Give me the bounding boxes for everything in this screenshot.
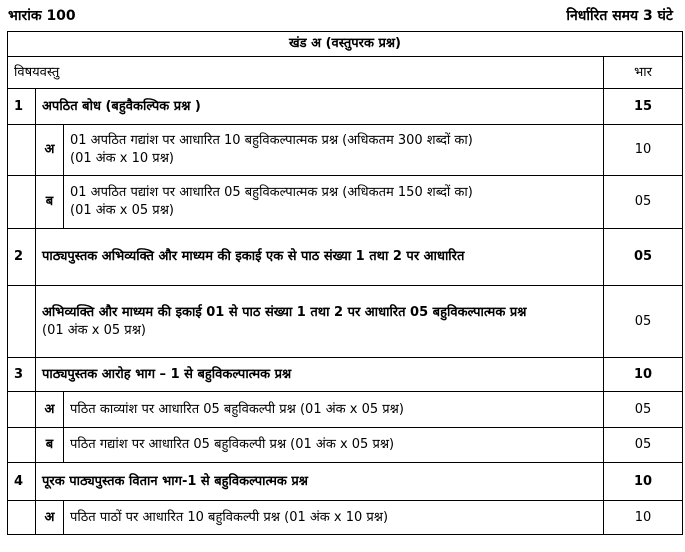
row-cell xyxy=(36,286,604,358)
table-row xyxy=(8,229,683,286)
row-number-empty xyxy=(8,392,36,428)
row-weight: 10 xyxy=(604,463,683,501)
weight-column-header: भार xyxy=(604,57,683,89)
row-number: 4 xyxy=(8,463,36,501)
row-weight: 05 xyxy=(604,286,683,358)
syllabus-table xyxy=(7,31,683,535)
table-row xyxy=(8,358,683,392)
row-number-empty xyxy=(8,501,36,535)
row-text: पठित गद्यांश पर आधारित 05 बहुविकल्पी प्रश्न (01 अंक x 05 प्रश्न) xyxy=(64,428,604,463)
column-header-row xyxy=(8,57,683,89)
table-row xyxy=(8,286,683,358)
row-weight: 10 xyxy=(604,358,683,392)
table-row xyxy=(8,428,683,463)
row-letter: अ xyxy=(36,125,64,176)
row-number: 3 xyxy=(8,358,36,392)
row-number: 1 xyxy=(8,89,36,125)
row-number-empty xyxy=(8,125,36,176)
row-letter: अ xyxy=(36,392,64,428)
table-row xyxy=(8,125,683,176)
row-weight: 10 xyxy=(604,501,683,535)
section-header-row xyxy=(8,32,683,57)
section-title: खंड अ (वस्तुपरक प्रश्न) xyxy=(8,32,683,57)
content-column-header: विषयवस्तु xyxy=(8,57,604,89)
table-row xyxy=(8,501,683,535)
total-marks: भारांक 100 xyxy=(8,8,76,24)
row-number-empty xyxy=(8,176,36,229)
row-subtext: (01 अंक x 05 प्रश्न) xyxy=(70,203,174,218)
row-cell xyxy=(64,125,604,176)
row-weight: 05 xyxy=(604,176,683,229)
row-number-empty xyxy=(8,286,36,358)
table-row xyxy=(8,89,683,125)
row-text: पठित पाठों पर आधारित 10 बहुविकल्पी प्रश्न (01 अंक x 10 प्रश्न) xyxy=(64,501,604,535)
row-number: 2 xyxy=(8,229,36,286)
row-weight: 05 xyxy=(604,392,683,428)
row-weight: 10 xyxy=(604,125,683,176)
row-weight: 05 xyxy=(604,428,683,463)
row-text: पठित काव्यांश पर आधारित 05 बहुविकल्पी प्रश्न (01 अंक x 05 प्रश्न) xyxy=(64,392,604,428)
row-weight: 15 xyxy=(604,89,683,125)
row-weight: 05 xyxy=(604,229,683,286)
row-text: पाठ्यपुस्तक अभिव्यक्ति और माध्यम की इकाई एक से पाठ संख्या 1 तथा 2 पर आधारित xyxy=(36,229,604,286)
table-row xyxy=(8,176,683,229)
row-text: अपठित बोध (बहुवैकल्पिक प्रश्न ) xyxy=(36,89,604,125)
row-letter: ब xyxy=(36,428,64,463)
row-cell xyxy=(64,176,604,229)
row-subtext: (01 अंक x 10 प्रश्न) xyxy=(70,151,174,166)
row-text: 01 अपठित पद्यांश पर आधारित 05 बहुविकल्पात्मक प्रश्न (अधिकतम 150 शब्दों का) xyxy=(70,185,473,200)
time-allowed: निर्धारित समय 3 घंटे xyxy=(566,8,673,24)
row-text: पूरक पाठ्यपुस्तक वितान भाग-1 से बहुविकल्पात्मक प्रश्न xyxy=(36,463,604,501)
row-number-empty xyxy=(8,428,36,463)
row-text: पाठ्यपुस्तक आरोह भाग – 1 से बहुविकल्पात्मक प्रश्न xyxy=(36,358,604,392)
table-row xyxy=(8,392,683,428)
row-subtext: (01 अंक x 05 प्रश्न) xyxy=(42,322,146,338)
row-text: 01 अपठित गद्यांश पर आधारित 10 बहुविकल्पात्मक प्रश्न (अधिकतम 300 शब्दों का) xyxy=(70,133,473,148)
row-letter: ब xyxy=(36,176,64,229)
row-letter: अ xyxy=(36,501,64,535)
table-row xyxy=(8,463,683,501)
row-text: अभिव्यक्ति और माध्यम की इकाई 01 से पाठ संख्या 1 तथा 2 पर आधारित 05 बहुविकल्पात्मक प्रश्न xyxy=(42,304,527,320)
